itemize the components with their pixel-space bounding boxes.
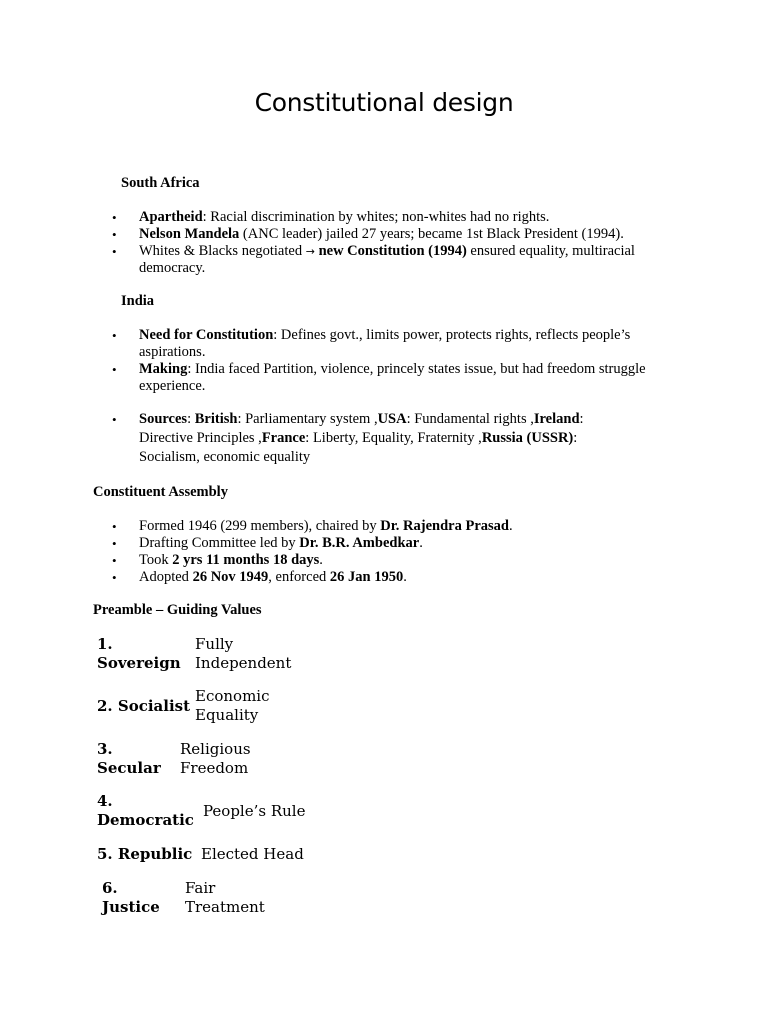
value-description: People’s Rule <box>203 801 306 820</box>
preamble-value-republic <box>97 845 304 864</box>
section-heading-preamble: Preamble – Guiding Values <box>93 602 262 618</box>
preamble-value-secular <box>97 740 251 778</box>
value-label: 5. Republic <box>97 845 193 863</box>
value-description: Fair Treatment <box>185 879 265 916</box>
document-title: Constitutional design <box>254 88 514 117</box>
list-item: • Drafting Committee led by Dr. B.R. Ambedkar. <box>112 535 652 552</box>
value-description: Elected Head <box>201 845 304 863</box>
value-description: Religious Freedom <box>180 740 251 777</box>
preamble-value-justice <box>102 879 265 917</box>
list-item: • Making: India faced Partition, violence, princely states issue, but had freedom struggle experience. <box>112 361 657 395</box>
list-item: • Whites & Blacks negotiated → new Constitution (1994) ensured equality, multiracial democracy. <box>112 243 652 277</box>
value-label: 1. Sovereign <box>97 635 181 672</box>
list-item: • Adopted 26 Nov 1949, enforced 26 Jan 1950. <box>112 569 652 586</box>
section-heading-india: India <box>121 293 155 309</box>
preamble-value-democratic <box>97 792 305 830</box>
arrow-icon: → <box>305 245 315 258</box>
list-item: • Sources: British: Parliamentary system ,USA: Fundamental rights ,Ireland: Directive Principles ,France: Liberty, Equality, Fraternity ,Russia (USSR): Socialism, economic equality <box>112 410 632 467</box>
list-item: • Apartheid: Racial discrimination by whites; non-whites had no rights. <box>112 209 652 226</box>
south-africa-list <box>112 209 652 277</box>
section-heading-south-africa: South Africa <box>121 175 200 191</box>
value-description: Fully Independent <box>195 635 292 672</box>
preamble-value-socialist <box>97 687 270 725</box>
value-label: 2. Socialist <box>97 696 191 715</box>
preamble-value-sovereign <box>97 635 291 673</box>
india-sources-list <box>112 410 632 467</box>
list-item: • Need for Constitution: Defines govt., limits power, protects rights, reflects people’s aspirations. <box>112 327 657 361</box>
value-label: 4. Democratic <box>97 792 194 829</box>
assembly-list <box>112 518 652 586</box>
india-list <box>112 327 657 395</box>
list-item: • Nelson Mandela (ANC leader) jailed 27 years; became 1st Black President (1994). <box>112 226 652 243</box>
list-item: • Took 2 yrs 11 months 18 days. <box>112 552 652 569</box>
list-item: • Formed 1946 (299 members), chaired by Dr. Rajendra Prasad. <box>112 518 652 535</box>
value-description: Economic Equality <box>195 687 270 724</box>
value-label: 3. Secular <box>97 740 161 777</box>
value-label: 6. Justice <box>102 879 160 916</box>
section-heading-constituent-assembly: Constituent Assembly <box>93 484 228 500</box>
